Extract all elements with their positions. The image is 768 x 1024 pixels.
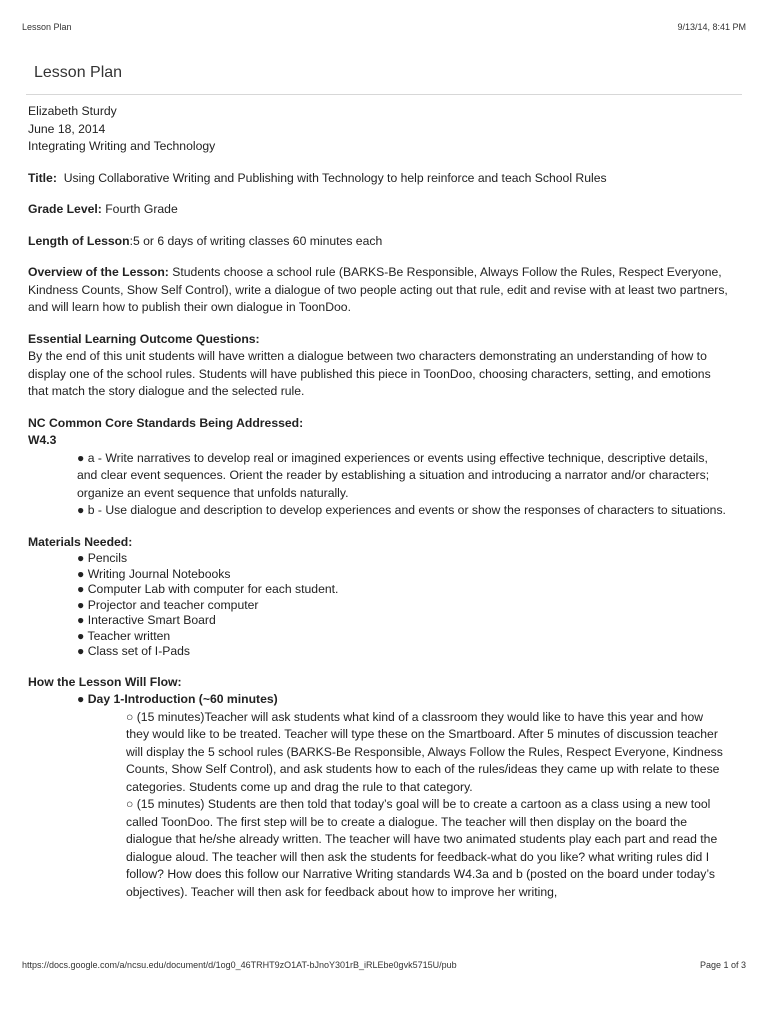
length-value: :5 or 6 days of writing classes 60 minutes each [129, 233, 383, 248]
outcome-text: By the end of this unit students will have written a dialogue between two characters demonstrating an understanding of how to display one of the school rules. Students will have published this piece in ToonDoo, choosing characters, setting, and emotions that match the story dialogue and the selected rule. [28, 349, 711, 398]
list-item: ● Writing Journal Notebooks [77, 566, 231, 581]
list-item: ● a - Write narratives to develop real or imagined experiences or events using effective technique, descriptive details, and clear event sequences. Orient the reader by establishing a situation and introducing a narrator and/or characters; organize an event sequence that unfolds naturally. [77, 450, 710, 500]
outcome-heading-text: Essential Learning Outcome Questions: [28, 331, 260, 346]
flow-heading-text: How the Lesson Will Flow: [28, 674, 182, 689]
list-item: ● b - Use dialogue and description to develop experiences and events or show the responses of characters to situations. [77, 503, 726, 517]
header-timestamp: 9/13/14, 8:41 PM [677, 22, 746, 32]
length-line [28, 233, 728, 251]
length-label: Length of Lesson [28, 233, 130, 248]
list-item: ● Class set of I-Pads [77, 644, 191, 658]
overview-line [28, 264, 728, 317]
materials-heading-text: Materials Needed: [28, 534, 133, 549]
date: June 18, 2014 [28, 121, 106, 136]
grade-line [28, 201, 728, 219]
standards-heading-text: NC Common Core Standards Being Addressed: [28, 415, 304, 430]
title-label: Title: [28, 170, 57, 185]
outcome-heading [28, 331, 728, 349]
grade-label: Grade Level: [28, 202, 102, 216]
standards-list [28, 450, 728, 520]
list-item: ● Teacher written [77, 628, 171, 643]
list-item: ● Projector and teacher computer [77, 597, 259, 612]
list-item: ● Computer Lab with computer for each student. [77, 582, 339, 596]
title-divider [26, 94, 742, 95]
flow-day1 [28, 691, 728, 709]
footer-url: https://docs.google.com/a/ncsu.edu/document/d/1og0_46TRHT9zO1AT-bJnoY301rB_iRLEbe0gvk5715U/pub [22, 960, 457, 970]
course: Integrating Writing and Technology [28, 139, 216, 153]
standards-heading [28, 415, 728, 433]
document-body [28, 103, 728, 901]
overview-label: Overview of the Lesson: [28, 265, 169, 279]
list-item: ● Interactive Smart Board [77, 613, 216, 627]
day1-heading: ● Day 1-Introduction (~60 minutes) [77, 692, 278, 706]
list-item: ● Pencils [77, 551, 128, 565]
standards-code [28, 432, 728, 450]
standards-code-text: W4.3 [28, 433, 57, 447]
materials-list [28, 551, 728, 660]
flow-steps [28, 709, 728, 902]
overview-value: Students choose a school rule (BARKS-Be Responsible, Always Follow the Rules, Respect Everyone, Kindness Counts, Show Self Control), write a dialogue of two people acting out that rule, edit and revise with at least two partners, and will learn how to publish their own dialogue in ToonDoo. [28, 265, 728, 314]
author: Elizabeth Sturdy [28, 104, 117, 118]
list-item: ○ (15 minutes)Teacher will ask students what kind of a classroom they would like to have this year and how they would like to be treated. Teacher will type these on the Smartboard. After 5 minutes of discussion teacher will display the 5 school rules (BARKS-Be Responsible, Always Follow the Rules, Respect Everyone, Kindness Counts, Show Self Control), and ask students how to each of the rules/ideas they came up with relate to these categories. Students come up and drag the rule to that category. [126, 709, 723, 794]
title-line [28, 170, 728, 188]
footer-page-number: Page 1 of 3 [699, 960, 746, 970]
grade-value: Fourth Grade [105, 202, 178, 216]
list-item: ○ (15 minutes) Students are then told that today’s goal will be to create a cartoon as a class using a new tool called ToonDoo. The first step will be to create a dialogue. The teacher will then display on the board the dialogue that he/she already written. The teacher will have two animated students play each part and read the dialogue aloud. The teacher will then ask the students for feedback-what do you like? what writing rules did I follow? How does this follow our Narrative Writing standards W4.3a and b (posted on the board under today’s objectives). Teacher will then ask for feedback about how to improve her writing, [126, 797, 718, 899]
document-title: Lesson Plan [34, 64, 123, 81]
flow-heading [28, 674, 728, 692]
title-value: Using Collaborative Writing and Publishing with Technology to help reinforce and teach School Rules [63, 170, 607, 185]
header-title: Lesson Plan [22, 22, 72, 32]
materials-heading [28, 534, 728, 552]
